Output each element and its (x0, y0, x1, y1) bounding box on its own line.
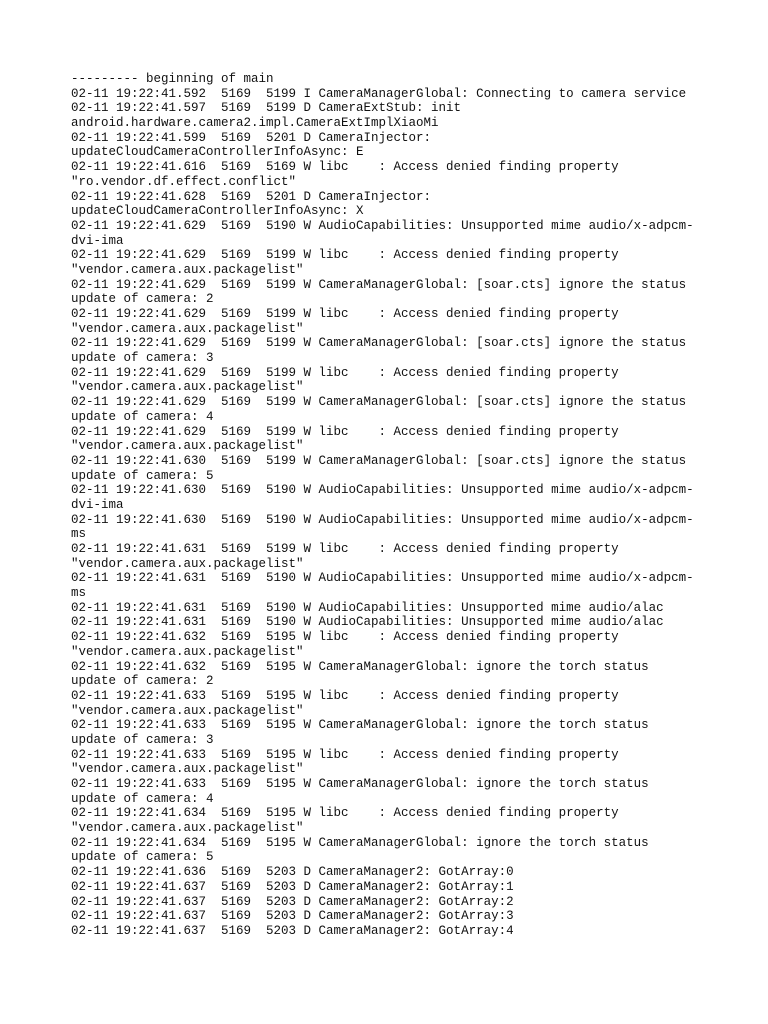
log-line: 02-11 19:22:41.631 5169 5190 W AudioCapabilities: Unsupported mime audio/alac (71, 600, 664, 615)
log-line: android.hardware.camera2.impl.CameraExtImplXiaoMi (71, 116, 439, 131)
log-line: 02-11 19:22:41.629 5169 5199 W CameraManagerGlobal: [soar.cts] ignore the status (71, 395, 687, 410)
log-line: 02-11 19:22:41.637 5169 5203 D CameraManager2: GotArray:1 (71, 879, 514, 894)
log-line: "vendor.camera.aux.packagelist" (71, 762, 304, 777)
log-line: update of camera: 3 (71, 351, 214, 366)
log-line: 02-11 19:22:41.629 5169 5199 W CameraManagerGlobal: [soar.cts] ignore the status (71, 277, 687, 292)
log-line: 02-11 19:22:41.629 5169 5190 W AudioCapabilities: Unsupported mime audio/x-adpcm- (71, 218, 694, 233)
log-line: 02-11 19:22:41.631 5169 5190 W AudioCapabilities: Unsupported mime audio/x-adpcm- (71, 571, 694, 586)
log-line: 02-11 19:22:41.592 5169 5199 I CameraManagerGlobal: Connecting to camera service (71, 86, 687, 101)
log-line: 02-11 19:22:41.630 5169 5190 W AudioCapabilities: Unsupported mime audio/x-adpcm- (71, 512, 694, 527)
log-line: "vendor.camera.aux.packagelist" (71, 262, 304, 277)
log-line: 02-11 19:22:41.629 5169 5199 W libc : Access denied finding property (71, 248, 619, 263)
log-line: updateCloudCameraControllerInfoAsync: E (71, 145, 364, 160)
log-line: --------- beginning of main (71, 72, 274, 86)
log-line: dvi-ima (71, 233, 124, 248)
log-line: "vendor.camera.aux.packagelist" (71, 556, 304, 571)
log-line: 02-11 19:22:41.630 5169 5199 W CameraManagerGlobal: [soar.cts] ignore the status (71, 453, 687, 468)
log-line: 02-11 19:22:41.633 5169 5195 W libc : Access denied finding property (71, 747, 619, 762)
log-line: 02-11 19:22:41.629 5169 5199 W CameraManagerGlobal: [soar.cts] ignore the status (71, 336, 687, 351)
log-line: 02-11 19:22:41.637 5169 5203 D CameraManager2: GotArray:4 (71, 923, 514, 938)
log-line: update of camera: 2 (71, 292, 214, 307)
log-line: 02-11 19:22:41.633 5169 5195 W libc : Access denied finding property (71, 688, 619, 703)
log-line: updateCloudCameraControllerInfoAsync: X (71, 204, 364, 219)
log-line: 02-11 19:22:41.629 5169 5199 W libc : Access denied finding property (71, 365, 619, 380)
log-line: update of camera: 5 (71, 468, 214, 483)
log-line: update of camera: 2 (71, 674, 214, 689)
log-line: 02-11 19:22:41.631 5169 5199 W libc : Access denied finding property (71, 542, 619, 556)
log-line: "vendor.camera.aux.packagelist" (71, 821, 304, 836)
log-line: update of camera: 3 (71, 732, 214, 747)
log-line: 02-11 19:22:41.597 5169 5199 D CameraExtStub: init (71, 101, 462, 116)
log-line: 02-11 19:22:41.616 5169 5169 W libc : Access denied finding property (71, 160, 619, 175)
log-line: 02-11 19:22:41.599 5169 5201 D CameraInjector: (71, 130, 432, 145)
log-line: "vendor.camera.aux.packagelist" (71, 380, 304, 395)
log-line: "vendor.camera.aux.packagelist" (71, 703, 304, 718)
log-line: dvi-ima (71, 497, 124, 512)
log-line: 02-11 19:22:41.637 5169 5203 D CameraManager2: GotArray:2 (71, 894, 514, 909)
log-line: 02-11 19:22:41.632 5169 5195 W CameraManagerGlobal: ignore the torch status (71, 659, 649, 674)
log-line: "vendor.camera.aux.packagelist" (71, 644, 304, 659)
log-line: 02-11 19:22:41.634 5169 5195 W libc : Access denied finding property (71, 806, 619, 821)
log-line: 02-11 19:22:41.629 5169 5199 W libc : Access denied finding property (71, 307, 619, 321)
log-line: 02-11 19:22:41.636 5169 5203 D CameraManager2: GotArray:0 (71, 865, 514, 880)
log-line: 02-11 19:22:41.631 5169 5190 W AudioCapabilities: Unsupported mime audio/alac (71, 615, 664, 630)
log-document (71, 72, 711, 939)
log-line: update of camera: 4 (71, 409, 214, 424)
log-line: ms (71, 527, 87, 542)
log-line: 02-11 19:22:41.630 5169 5190 W AudioCapabilities: Unsupported mime audio/x-adpcm- (71, 483, 694, 498)
log-line: 02-11 19:22:41.633 5169 5195 W CameraManagerGlobal: ignore the torch status (71, 777, 649, 791)
log-line: update of camera: 5 (71, 850, 214, 865)
log-line: 02-11 19:22:41.632 5169 5195 W libc : Access denied finding property (71, 630, 619, 645)
log-line: 02-11 19:22:41.633 5169 5195 W CameraManagerGlobal: ignore the torch status (71, 718, 649, 733)
log-line: "vendor.camera.aux.packagelist" (71, 321, 304, 336)
log-line: update of camera: 4 (71, 791, 214, 806)
log-line: 02-11 19:22:41.637 5169 5203 D CameraManager2: GotArray:3 (71, 909, 514, 924)
log-line: 02-11 19:22:41.629 5169 5199 W libc : Access denied finding property (71, 424, 619, 439)
log-line: 02-11 19:22:41.634 5169 5195 W CameraManagerGlobal: ignore the torch status (71, 835, 649, 850)
log-line: "vendor.camera.aux.packagelist" (71, 439, 304, 454)
log-line: ms (71, 586, 87, 601)
log-line: "ro.vendor.df.effect.conflict" (71, 174, 297, 189)
log-line: 02-11 19:22:41.628 5169 5201 D CameraInjector: (71, 189, 432, 204)
